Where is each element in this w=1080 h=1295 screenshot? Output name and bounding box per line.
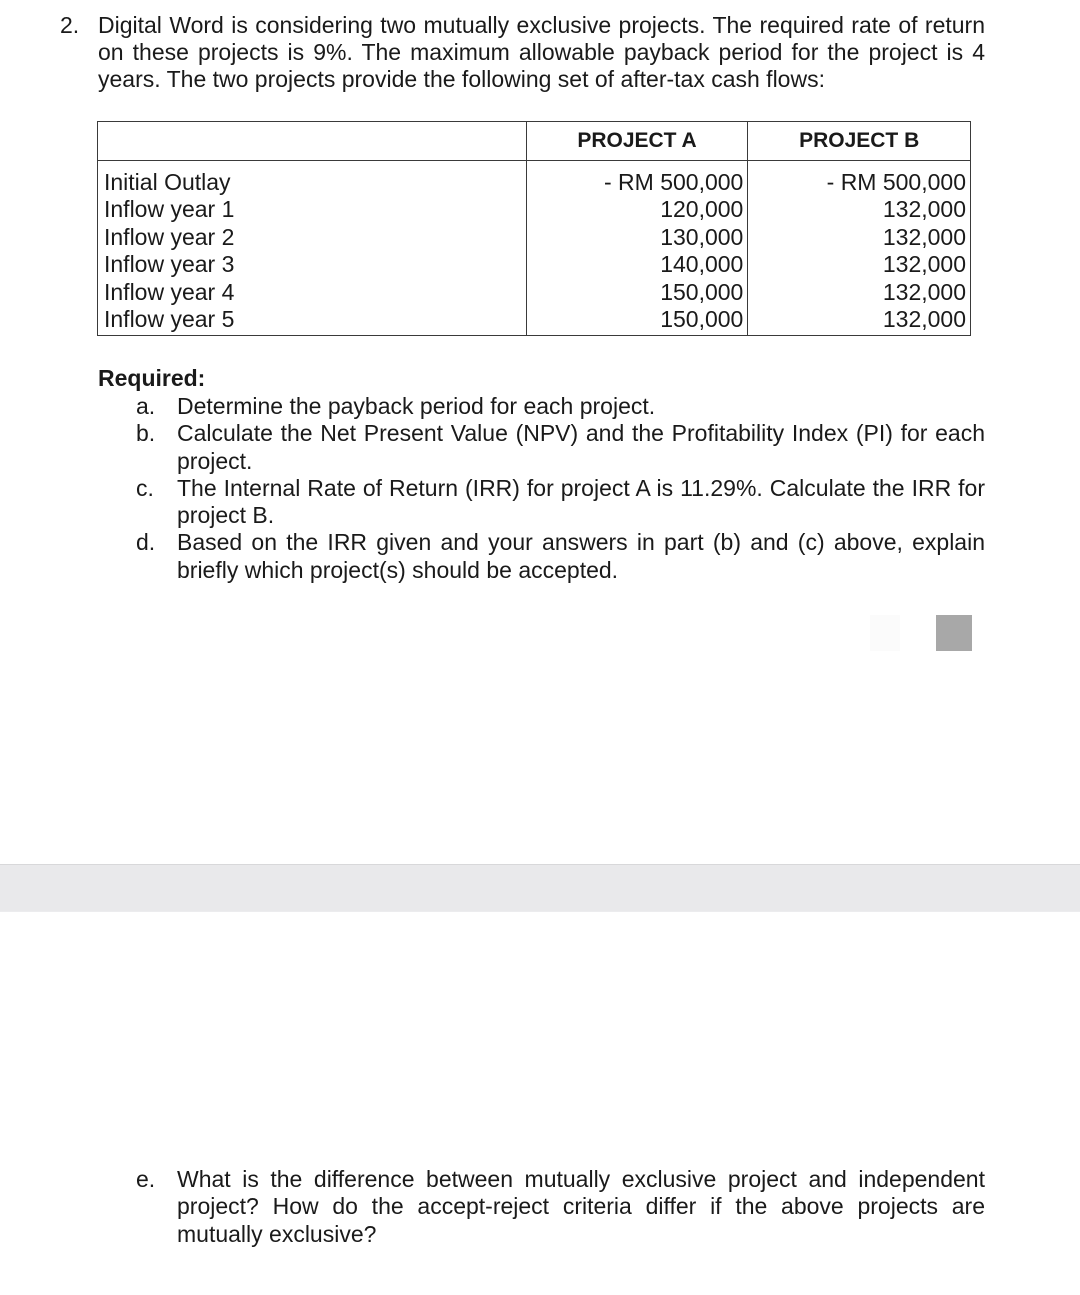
item-marker: c. <box>136 474 154 501</box>
row-label: Inflow year 5 <box>104 306 235 333</box>
project-a-values <box>526 161 748 336</box>
row-label: Inflow year 2 <box>104 223 235 250</box>
item-text: Calculate the Net Present Value (NPV) and the Profitability Index (PI) for each project. <box>177 420 985 474</box>
faint-square <box>870 615 900 651</box>
table-body-row <box>98 161 971 336</box>
item-text: Determine the payback period for each project. <box>177 393 656 419</box>
table-header-row <box>98 122 971 161</box>
question-text: Digital Word is considering two mutually exclusive projects. The required rate of return on these projects is 9%. The maximum allowable payback period for the project is 4 years. The two projects provide the following set of after-tax cash flows: <box>98 12 985 92</box>
list-item <box>98 475 985 530</box>
header-project-a: PROJECT A <box>526 122 748 161</box>
project-b-value: 132,000 <box>882 251 966 278</box>
list-item <box>98 529 985 584</box>
project-b-values <box>748 161 971 336</box>
row-label: Inflow year 1 <box>104 196 235 223</box>
project-a-value: 150,000 <box>660 306 744 333</box>
project-b-value: 132,000 <box>882 306 966 333</box>
cash-flow-table <box>97 121 971 336</box>
question-number: 2. <box>60 12 80 38</box>
item-text: The Internal Rate of Return (IRR) for project A is 11.29%. Calculate the IRR for project B. <box>177 474 985 529</box>
project-a-value: 120,000 <box>660 196 744 223</box>
project-b-value: 132,000 <box>882 223 966 250</box>
list-item <box>98 1166 985 1248</box>
row-label: Inflow year 3 <box>104 251 235 278</box>
required-heading: Required: <box>98 365 206 391</box>
project-a-value: 140,000 <box>660 251 744 278</box>
project-a-value: 130,000 <box>660 223 744 250</box>
project-b-value: 132,000 <box>882 196 966 223</box>
project-b-value: - RM 500,000 <box>826 169 966 195</box>
header-project-b: PROJECT B <box>748 122 971 161</box>
list-item <box>98 420 985 475</box>
header-label <box>98 122 527 161</box>
row-label: Initial Outlay <box>104 169 231 195</box>
project-b-value: 132,000 <box>882 278 966 305</box>
project-a-value: - RM 500,000 <box>603 169 744 195</box>
item-text: Based on the IRR given and your answers in part (b) and (c) above, explain briefly which project(s) should be accepted. <box>177 529 985 583</box>
row-label: Inflow year 4 <box>104 278 235 305</box>
item-marker: e. <box>136 1166 156 1192</box>
item-marker: a. <box>136 393 156 419</box>
item-text: What is the difference between mutually exclusive project and independent project? How do the accept-reject criteria differ if the above projects are mutually exclusive? <box>177 1166 985 1247</box>
item-marker: d. <box>136 529 156 556</box>
required-list <box>98 393 985 584</box>
list-item <box>98 393 985 420</box>
page-separator <box>0 864 1080 912</box>
item-marker: b. <box>136 420 156 447</box>
project-a-value: 150,000 <box>660 278 744 305</box>
row-labels <box>98 161 527 336</box>
gray-square <box>936 615 972 651</box>
